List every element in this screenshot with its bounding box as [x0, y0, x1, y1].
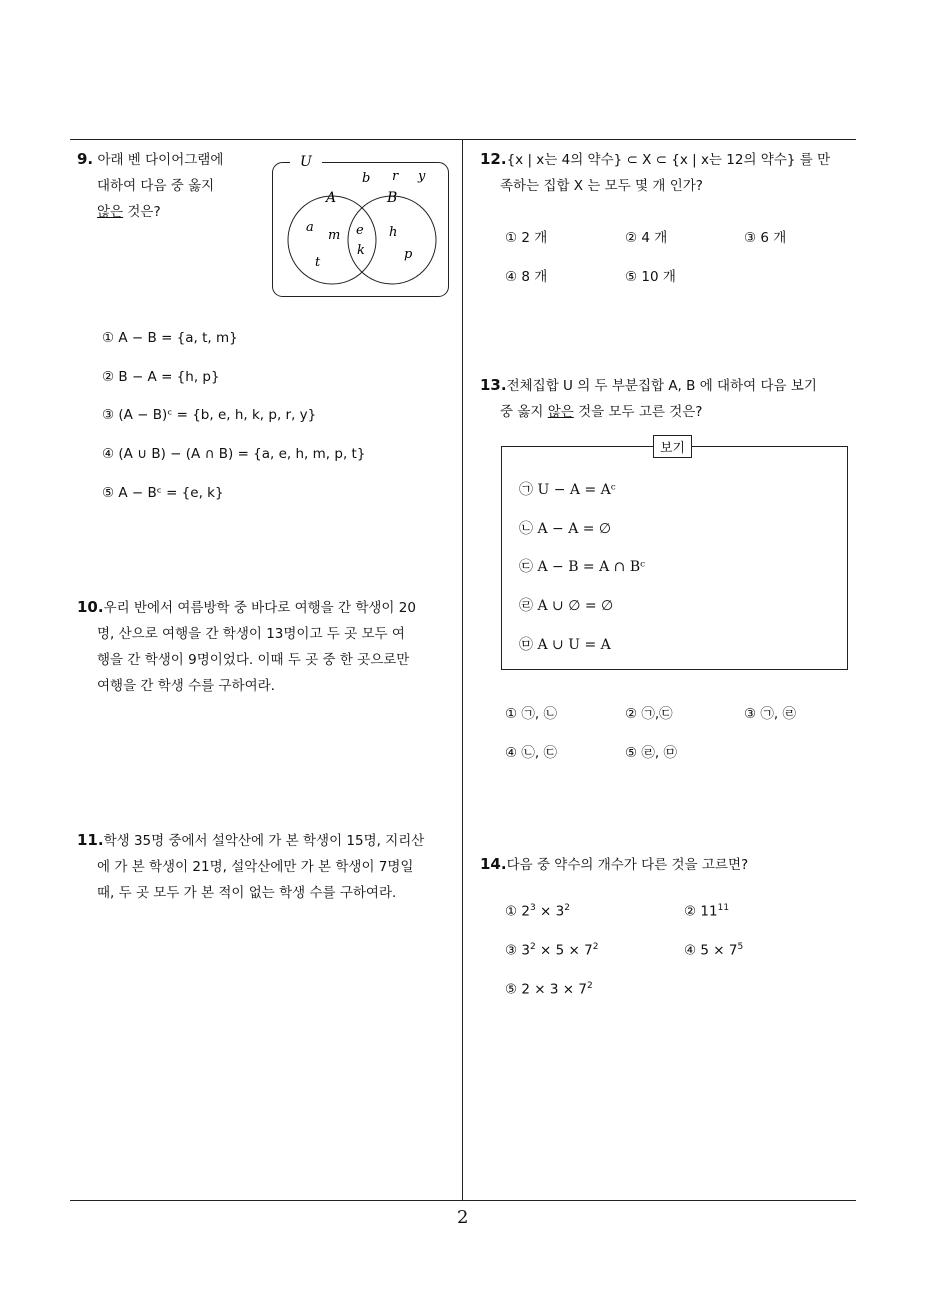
q13-choice-1[interactable]: ① ㉠, ㉡: [505, 706, 557, 722]
question-9: [77, 146, 262, 225]
q14-choice-4[interactable]: ④ $5 \times 7^5$: [684, 942, 744, 959]
q10-number: 10.: [77, 598, 104, 616]
page-number: 2: [457, 1207, 469, 1228]
venn-elem-h: h: [389, 225, 398, 240]
q10-line3: 행을 간 학생이 9명이었다. 이때 두 곳 중 한 곳으로만: [97, 652, 410, 668]
q13-choice-5[interactable]: ⑤ ㉣, ㉤: [625, 745, 677, 761]
q13-number: 13.: [480, 376, 507, 394]
question-14: [480, 851, 860, 878]
venn-elem-r: r: [392, 169, 399, 184]
q12-choice-5[interactable]: ⑤ 10 개: [625, 269, 676, 285]
venn-label-U: U: [300, 154, 312, 170]
q11-line2: 에 가 본 학생이 21명, 설악산에만 가 본 학생이 7명일: [97, 859, 414, 875]
venn-elem-m: m: [328, 228, 341, 243]
q14-choice-1[interactable]: ① $2^3 \times 3^2$: [505, 903, 570, 920]
venn-elem-k: k: [357, 243, 365, 258]
venn-elem-a: a: [306, 220, 314, 235]
q12-choice-2[interactable]: ② 4 개: [625, 230, 668, 246]
q9-option-2[interactable]: ② B − A = {h, p}: [102, 369, 220, 385]
venn-label-B: B: [387, 190, 398, 206]
set-B-circle: [348, 196, 436, 284]
question-11: [77, 827, 457, 906]
q9-option-3[interactable]: ③ (A − B)ᶜ = {b, e, h, k, p, r, y}: [102, 407, 317, 423]
q13-line2: 중 옳지 않은 것을 모두 고른 것은?: [500, 404, 703, 420]
bottom-rule: [70, 1200, 856, 1201]
bogi-title: 보기: [653, 435, 692, 458]
q14-choice-5[interactable]: ⑤ $2 \times 3 \times 7^2$: [505, 981, 593, 998]
q9-option-4[interactable]: ④ (A ∪ B) − (A ∩ B) = {a, e, h, m, p, t}: [102, 446, 366, 462]
q11-line3: 때, 두 곳 모두 가 본 적이 없는 학생 수를 구하여라.: [97, 885, 397, 901]
venn-elem-b: b: [362, 171, 371, 186]
venn-elem-y: y: [418, 169, 426, 184]
column-divider: [462, 139, 463, 1200]
q12-line2: 족하는 집합 X 는 모두 몇 개 인가?: [500, 178, 703, 194]
q9-number: 9.: [77, 150, 94, 168]
venn-diagram: [268, 150, 453, 300]
q13-choice-4[interactable]: ④ ㉡, ㉢: [505, 745, 557, 761]
top-rule: [70, 139, 856, 140]
venn-elem-p: p: [404, 247, 413, 262]
venn-elem-t: t: [315, 255, 321, 270]
q12-choice-3[interactable]: ③ 6 개: [744, 230, 787, 246]
bogi-item-5: ㉤ A ∪ U = A: [519, 637, 611, 653]
q13-choice-3[interactable]: ③ ㉠, ㉣: [744, 706, 796, 722]
q9-line3: 않은 것은?: [97, 204, 161, 220]
q12-choice-1[interactable]: ① 2 개: [505, 230, 548, 246]
venn-label-A: A: [326, 190, 337, 206]
q11-number: 11.: [77, 831, 104, 849]
bogi-item-4: ㉣ A ∪ ∅ = ∅: [519, 598, 614, 614]
q9-line2: 대하여 다음 중 옳지: [97, 178, 215, 194]
q14-choice-3[interactable]: ③ $3^2 \times 5 \times 7^2$: [505, 942, 599, 959]
q10-line1: 10.우리 반에서 여름방학 중 바다로 여행을 간 학생이 20: [77, 598, 416, 616]
bogi-item-3: ㉢ A − B = A ∩ Bᶜ: [519, 559, 645, 575]
q10-line2: 명, 산으로 여행을 간 학생이 13명이고 두 곳 모두 여: [97, 626, 405, 642]
question-13: [480, 372, 860, 425]
q13-choice-2[interactable]: ② ㉠,㉢: [625, 706, 673, 722]
q9-option-1[interactable]: ① A − B = {a, t, m}: [102, 330, 238, 346]
bogi-item-1: ㉠ U − A = Aᶜ: [519, 482, 616, 498]
question-10: [77, 594, 457, 699]
question-12: [480, 146, 860, 199]
q14-choice-2[interactable]: ② $11^{11}$: [684, 903, 730, 920]
q14-number: 14.: [480, 855, 507, 873]
q14-line1: 14.다음 중 약수의 개수가 다른 것을 고르면?: [480, 855, 749, 873]
bogi-item-2: ㉡ A − A = ∅: [519, 521, 612, 537]
q12-number: 12.: [480, 150, 507, 168]
q10-line4: 여행을 간 학생 수를 구하여라.: [97, 678, 275, 694]
venn-elem-e: e: [356, 223, 364, 238]
q13-line1: 13.전체집합 U 의 두 부분집합 A, B 에 대하여 다음 보기: [480, 376, 817, 394]
q11-line1: 11.학생 35명 중에서 설악산에 가 본 학생이 15명, 지리산: [77, 831, 425, 849]
q12-choice-4[interactable]: ④ 8 개: [505, 269, 548, 285]
q12-line1: 12.{x | x는 4의 약수} ⊂ X ⊂ {x | x는 12의 약수} 를 만: [480, 150, 831, 168]
q9-option-5[interactable]: ⑤ A − Bᶜ = {e, k}: [102, 485, 224, 501]
q9-line1: 9. 아래 벤 다이어그램에: [77, 150, 224, 168]
